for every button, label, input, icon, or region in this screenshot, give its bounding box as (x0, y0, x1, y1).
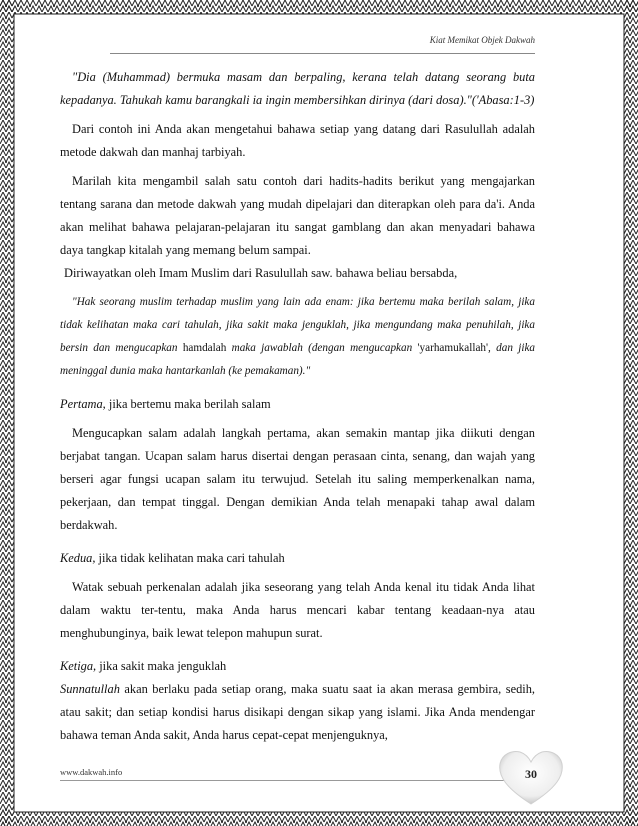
hadith-yarhamukallah: 'yarhamukallah' (417, 342, 489, 354)
paragraph-diriwayatkan: Diriwayatkan oleh Imam Muslim dari Rasulullah saw. bahawa beliau bersabda, (64, 266, 458, 280)
document-page (60, 0, 535, 826)
hadith-quote (60, 291, 535, 383)
ketiga-label: Ketiga, (60, 659, 97, 673)
page-content (60, 66, 535, 747)
heading-ketiga (60, 655, 535, 678)
header-rule (110, 53, 535, 54)
paragraph-watak: Watak sebuah perkenalan adalah jika seseorang yang telah Anda kenal itu tidak Anda lihat dalam waktu ter-tentu, maka Anda harus mencari kabar tentang keadaan-nya atau menghubunginya, baik lewat telepon mahupun surat. (60, 580, 535, 640)
hadith-part-2: maka jawablah (dengan mengucapkan (226, 342, 418, 354)
quote-abasa: "Dia (Muhammad) bermuka masam dan berpaling, kerana telah datang seorang buta kepadanya. Tahukah kamu barangkali ia ingin membersihkan dirinya (dari dosa)."('Abasa:1-3) (60, 70, 535, 107)
page-number: 30 (525, 767, 537, 781)
sunnatullah-term: Sunnatullah (60, 682, 120, 696)
footer-url: www.dakwah.info (60, 767, 123, 777)
pertama-title: jika bertemu maka berilah salam (105, 397, 271, 411)
paragraph-sunnatullah (60, 678, 535, 747)
hadith-hamdalah: hamdalah (182, 342, 227, 354)
heading-kedua (60, 547, 535, 570)
sunnatullah-text: akan berlaku pada setiap orang, maka suatu saat ia akan merasa gembira, sedih, atau sakit; dan setiap kondisi harus disikapi dengan sikap yang islami. Jika Anda mendengar bahawa teman Anda sakit, Anda harus cepat-cepat menjenguknya, (60, 682, 535, 742)
heading-pertama (60, 393, 535, 416)
paragraph-mengucapkan: Mengucapkan salam adalah langkah pertama, akan semakin mantap jika diikuti dengan berjabat tangan. Ucapan salam harus disertai dengan perasaan cinta, senang, dan wajah yang berseri agar fungsi ucapan salam itu terwujud. Setelah itu saling memperkenalkan nama, pekerjaan, dan tempat tinggal. Dengan demikian Anda telah menapaki tahap awal dalam berdakwah. (60, 426, 535, 532)
paragraph-contoh: Dari contoh ini Anda akan mengetahui bahawa setiap yang datang dari Rasulullah adalah metode dakwah dan manhaj tarbiyah. (60, 122, 535, 159)
kedua-title: jika tidak kelihatan maka cari tahulah (95, 551, 285, 565)
kedua-label: Kedua, (60, 551, 96, 565)
footer-rule (60, 780, 535, 781)
pertama-label: Pertama, (60, 397, 106, 411)
running-header-title: Kiat Memikat Objek Dakwah (429, 35, 535, 45)
hadith-part-1: "Hak seorang muslim terhadap muslim yang lain ada enam: jika bertemu maka berilah salam, jika tidak kelihatan maka cari tahulah, jika sakit maka jenguklah, jika mengundang maka penuhilah, jika bersin dan mengucapkan (60, 296, 535, 354)
paragraph-marilah: Marilah kita mengambil salah satu contoh dari hadits-hadits berikut yang mengajarkan tentang sarana dan metode dakwah yang mudah dipelajari dan diterapkan oleh para da'i. Anda akan melihat bahawa pelajaran-pelajaran itu sangat gamblang dan akan menyadari bahawa daya tangkap kitalah yang memang belum sampai. (60, 174, 535, 257)
ketiga-title: jika sakit maka jenguklah (96, 659, 227, 673)
hadith-part-3: , dan jika meninggal dunia maka hantarkanlah (ke pemakaman)." (60, 342, 535, 377)
